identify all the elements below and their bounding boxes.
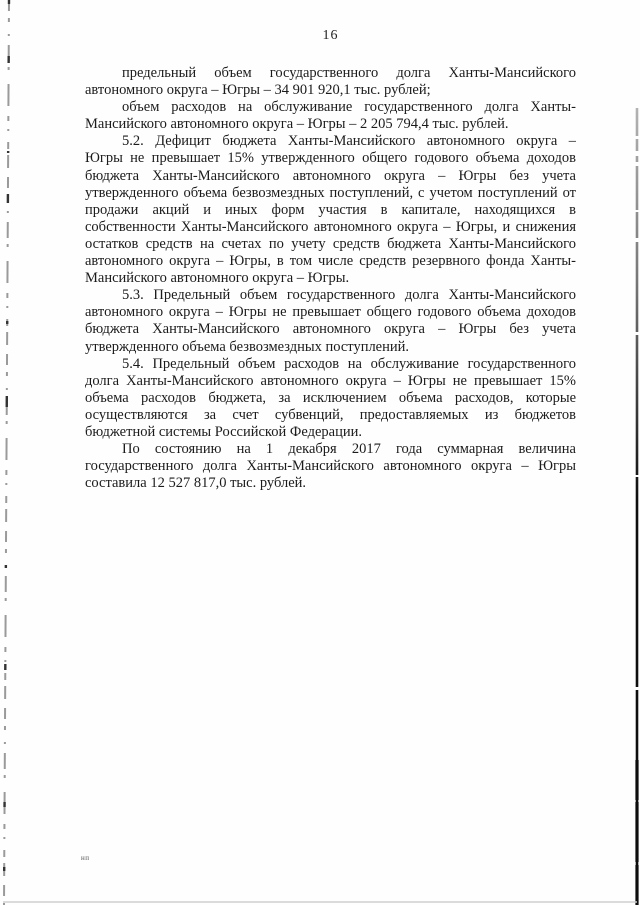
paragraph xyxy=(85,287,576,355)
text-line: 5.4. Предельный объем расходов на обслуживание государственного xyxy=(122,355,576,372)
text-line: долга Ханты-Мансийского автономного округа – Югры не превышает 15% xyxy=(85,372,576,389)
text-line: бюджета Ханты-Мансийского автономного округа – Югры без учета xyxy=(85,167,576,184)
paragraph xyxy=(85,441,576,492)
scan-artifact-right-edge xyxy=(626,0,640,905)
text-line: утвержденного объема безвозмездных поступлений, с учетом поступлений от xyxy=(85,184,576,201)
text-line: осуществляются за счет субвенций, предоставляемых из бюджетов xyxy=(85,406,576,423)
text-line: Мансийского автономного округа – Югры – 2 205 794,4 тыс. рублей. xyxy=(85,116,509,133)
text-line: объем расходов на обслуживание государственного долга Ханты- xyxy=(122,99,576,116)
text-line: 5.2. Дефицит бюджета Ханты-Мансийского автономного округа – xyxy=(122,133,576,150)
text-line: По состоянию на 1 декабря 2017 года суммарная величина xyxy=(122,441,576,458)
paragraph xyxy=(85,65,576,99)
text-line: Мансийского автономного округа – Югры. xyxy=(85,270,350,287)
text-line: продажи акций и иных форм участия в капитале, находящихся в xyxy=(85,201,576,218)
paragraph xyxy=(85,99,576,133)
text-line: предельный объем государственного долга Ханты-Мансийского xyxy=(122,65,576,81)
text-line: объема расходов бюджета, за исключением объема расходов, которые xyxy=(85,389,576,406)
document-body xyxy=(85,65,576,492)
text-line: автономного округа – Югры не превышает общего годового объема доходов xyxy=(85,304,576,321)
text-line: автономного округа – Югры, в том числе средств резервного фонда Ханты- xyxy=(85,253,576,270)
text-line: составила 12 527 817,0 тыс. рублей. xyxy=(85,475,307,492)
paragraph xyxy=(85,356,576,441)
text-line: Югры не превышает 15% утвержденного общего годового объема доходов xyxy=(85,150,576,167)
text-line: утвержденного объема безвозмездных поступлений. xyxy=(85,338,410,355)
text-line: бюджета Ханты-Мансийского автономного округа – Югры без учета xyxy=(85,321,576,338)
paragraph xyxy=(85,133,576,287)
footer-stray-mark: нп xyxy=(81,854,90,862)
text-line: собственности Ханты-Мансийского автономного округа – Югры, и снижения xyxy=(85,218,576,235)
page-number: 16 xyxy=(322,28,339,43)
text-line: государственного долга Ханты-Мансийского автономного округа – Югры xyxy=(85,458,576,475)
scan-artifact-left-edge xyxy=(0,0,16,905)
scan-artifact-bottom-edge xyxy=(3,901,637,903)
text-line: 5.3. Предельный объем государственного долга Ханты-Мансийского xyxy=(122,287,576,304)
text-line: остатков средств на счетах по учету средств бюджета Ханты-Мансийского xyxy=(85,235,576,252)
text-line: автономного округа – Югры – 34 901 920,1 тыс. рублей; xyxy=(85,82,431,99)
text-line: бюджетной системы Российской Федерации. xyxy=(85,423,362,440)
